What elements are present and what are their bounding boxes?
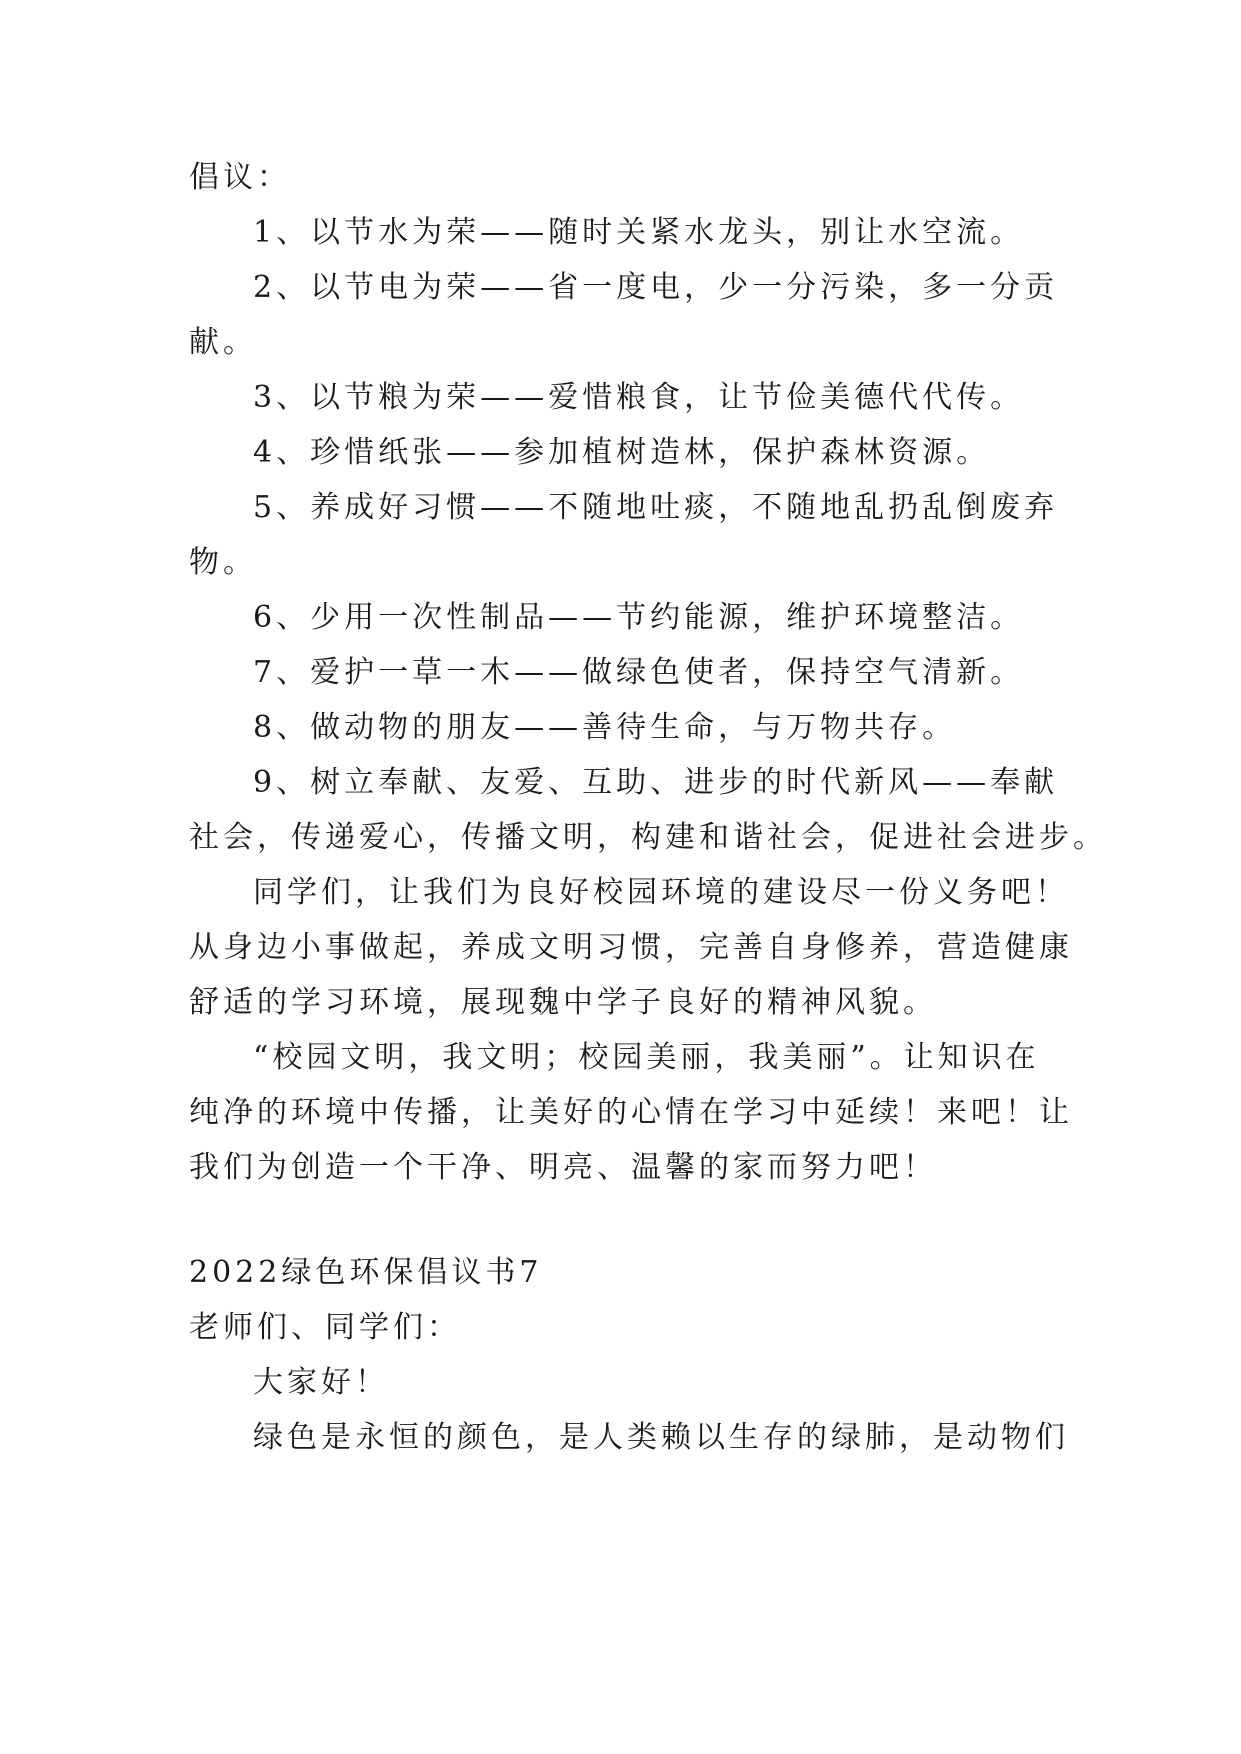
paragraph-line-10: 7、爱护一草一木——做绿色使者，保持空气清新。 [253,655,1025,690]
paragraph-line-5: 3、以节粮为荣——爱惜粮食，让节俭美德代代传。 [253,380,1025,415]
paragraph-line-11: 8、做动物的朋友——善待生命，与万物共存。 [253,710,957,745]
paragraph-line-6: 4、珍惜纸张——参加植树造林，保护森林资源。 [253,435,991,470]
greeting-line: 老师们、同学们： [189,1310,461,1345]
paragraph-line-1: 倡议： [189,160,291,195]
paragraph-line-19: 我们为创造一个干净、明亮、温馨的家而努力吧！ [189,1150,937,1185]
paragraph-line-2: 1、以节水为荣——随时关紧水龙头，别让水空流。 [253,215,1025,250]
salutation-line: 大家好！ [253,1365,389,1400]
paragraph-line-3: 2、以节电为荣——省一度电，少一分污染，多一分贡 [253,270,1059,305]
paragraph-line-9: 6、少用一次性制品——节约能源，维护环境整洁。 [253,600,1025,635]
paragraph-line-8: 物。 [189,545,257,580]
paragraph-line-14: 同学们，让我们为良好校园环境的建设尽一份义务吧！ [253,875,1069,910]
paragraph-line-17: “校园文明，我文明；校园美丽，我美丽”。让知识在 [253,1040,1040,1075]
section-heading: 2022绿色环保倡议书7 [189,1255,543,1290]
paragraph-line-15: 从身边小事做起，养成文明习惯，完善自身修养，营造健康 [189,930,1073,965]
paragraph-line-16: 舒适的学习环境，展现魏中学子良好的精神风貌。 [189,985,937,1020]
paragraph-line-4: 献。 [189,325,257,360]
paragraph-line-18: 纯净的环境中传播，让美好的心情在学习中延续！来吧！让 [189,1095,1073,1130]
paragraph-line-7: 5、养成好习惯——不随地吐痰，不随地乱扔乱倒废弃 [253,490,1059,525]
paragraph-line-13: 社会，传递爱心，传播文明，构建和谐社会，促进社会进步。 [189,820,1107,855]
paragraph-line-12: 9、树立奉献、友爱、互助、进步的时代新风——奉献 [253,765,1059,800]
paragraph-line-23: 绿色是永恒的颜色，是人类赖以生存的绿肺，是动物们 [253,1420,1069,1455]
